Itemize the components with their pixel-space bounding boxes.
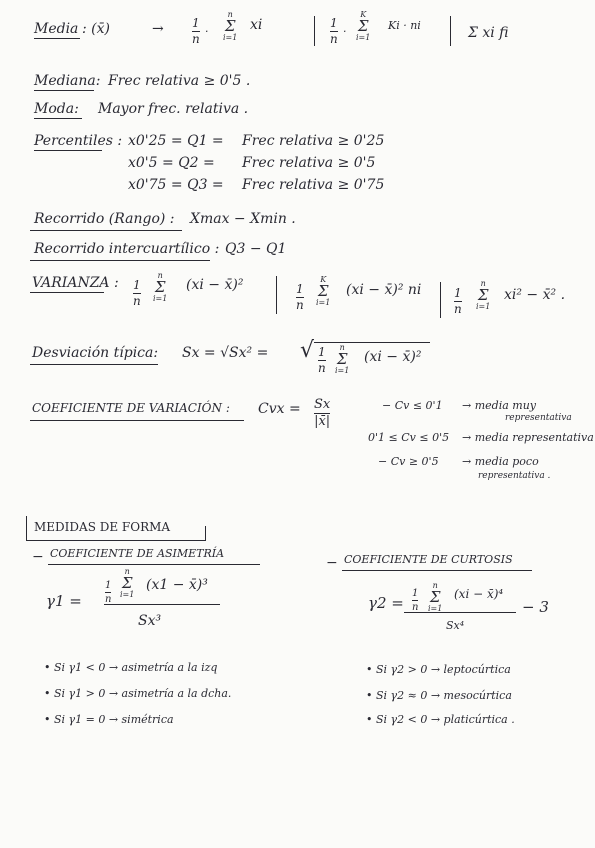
separator (450, 16, 451, 46)
fraction: 1 n (318, 345, 326, 376)
fraction-bar (404, 612, 516, 613)
asimetria-rule: • Si γ1 = 0 → simétrica (44, 713, 174, 726)
intercuartilico-text: Q3 − Q1 (225, 241, 287, 257)
curtosis-num-expr: (xi − x̄)⁴ (454, 587, 504, 601)
curtosis-den: Sx⁴ (446, 619, 465, 632)
varianza-expr2: (xi − x̄)² ni (346, 282, 422, 298)
media-expr-xi: xi (250, 17, 263, 33)
varianza-expr1: (xi − x̄)² (186, 277, 244, 293)
gamma2: γ2 = (368, 594, 404, 612)
cv-rule-result: → media representativa (462, 431, 594, 444)
cv-rule-cond: − Cv ≥ 0'5 (378, 455, 439, 468)
sum-symbol: K Σ i=1 (356, 10, 371, 42)
percentile-x: x0'25 = Q1 = (128, 133, 224, 149)
underline (30, 260, 210, 261)
separator (276, 276, 277, 314)
media-label: Media (34, 21, 79, 37)
moda-label: Moda: (34, 101, 79, 117)
sum-symbol: n Σ i=1 (223, 10, 238, 42)
curtosis-rule: • Si γ2 > 0 → leptocúrtica (366, 663, 511, 676)
varianza-expr3: xi² − x̄² . (504, 287, 566, 303)
underline (26, 540, 206, 541)
cv-rule-result: → media poco (462, 455, 539, 468)
fraction: 1 n (296, 282, 304, 313)
media-symbol: : (x̄) (82, 21, 110, 37)
forma-title: MEDIDAS DE FORMA (34, 520, 171, 534)
sum-symbol: n Σ i=1 (476, 279, 491, 311)
dot: · (343, 25, 347, 38)
intercuartilico-label: Recorrido intercuartílico : (34, 241, 220, 257)
fraction: 1 n (454, 286, 462, 317)
separator (314, 16, 315, 46)
mediana-label: Mediana: (34, 73, 101, 89)
sum-symbol: n Σ i=1 (428, 581, 443, 613)
gamma1: γ1 = (46, 592, 82, 610)
underline (342, 570, 532, 571)
sum-symbol: n Σ i=1 (153, 271, 168, 303)
fraction: 1 n (133, 278, 141, 309)
percentiles-label: Percentiles : (34, 133, 123, 149)
underline (30, 364, 158, 365)
dash: − (32, 549, 44, 565)
underline (30, 420, 244, 421)
asimetria-label: COEFICIENTE DE ASIMETRÍA (50, 547, 225, 560)
curtosis-rule: • Si γ2 ≈ 0 → mesocúrtica (366, 689, 512, 702)
curtosis-rule: • Si γ2 < 0 → platicúrtica . (366, 713, 515, 726)
percentile-text: Frec relativa ≥ 0'5 (242, 155, 376, 171)
cv-rule-cond: 0'1 ≤ Cv ≤ 0'5 (368, 431, 450, 444)
sum-symbol: n Σ i=1 (120, 567, 135, 599)
percentile-text: Frec relativa ≥ 0'25 (242, 133, 385, 149)
coef-var-cvx: Cvx = (258, 401, 301, 417)
media-expr-ki-ni: Ki · ni (388, 19, 421, 32)
coef-var-label: COEFICIENTE DE VARIACIÓN : (32, 401, 230, 415)
arrow-icon: → (152, 21, 164, 37)
percentile-text: Frec relativa ≥ 0'75 (242, 177, 385, 193)
fraction-bar (104, 604, 220, 605)
underline (34, 38, 80, 39)
cv-rule-result2: representativa . (478, 471, 551, 481)
sum-symbol: n Σ i=1 (335, 343, 350, 375)
desviacion-expr: (xi − x̄)² (364, 349, 422, 365)
fraction: 1 n (105, 580, 112, 605)
fraction: Sx |x̄| (314, 397, 331, 430)
underline (30, 292, 104, 293)
radical-bar (314, 342, 430, 343)
moda-text: Mayor frec. relativa . (98, 101, 249, 117)
separator (440, 282, 441, 318)
curtosis-label: COEFICIENTE DE CURTOSIS (344, 553, 513, 566)
box-border (26, 516, 27, 540)
underline (34, 90, 94, 91)
varianza-label: VARIANZA : (32, 275, 119, 291)
mediana-text: Frec relativa ≥ 0'5 . (108, 73, 251, 89)
cv-rule-result2: representativa (505, 413, 572, 423)
underline (34, 118, 82, 119)
underline (48, 564, 260, 565)
sum-symbol: K Σ i=1 (316, 275, 331, 307)
dash: − (326, 555, 338, 571)
fraction: 1 n (330, 16, 338, 47)
percentile-x: x0'75 = Q3 = (128, 177, 224, 193)
underline (34, 150, 102, 151)
cv-rule-cond: − Cv ≤ 0'1 (382, 399, 443, 412)
recorrido-label: Recorrido (Rango) : (34, 211, 175, 227)
recorrido-text: Xmax − Xmin . (190, 211, 296, 227)
sqrt-icon: √ (300, 338, 315, 363)
asimetria-rule: • Si γ1 < 0 → asimetría a la izq (44, 661, 218, 674)
asimetria-num-expr: (x1 − x̄)³ (146, 577, 208, 593)
desviacion-sx: Sx = √Sx² = (182, 345, 269, 361)
cv-rule-result: → media muy (462, 399, 536, 412)
underline (30, 230, 182, 231)
curtosis-minus: − 3 (522, 598, 549, 616)
percentile-x: x0'5 = Q2 = (128, 155, 215, 171)
asimetria-den: Sx³ (138, 613, 162, 629)
dot: · (205, 25, 209, 38)
separator (205, 526, 206, 540)
fraction: 1 n (412, 588, 419, 613)
fraction: 1 n (192, 16, 200, 47)
media-expr-sum: Σ xi fi (468, 25, 509, 41)
asimetria-rule: • Si γ1 > 0 → asimetría a la dcha. (44, 687, 232, 700)
desviacion-label: Desviación típica: (32, 345, 159, 361)
